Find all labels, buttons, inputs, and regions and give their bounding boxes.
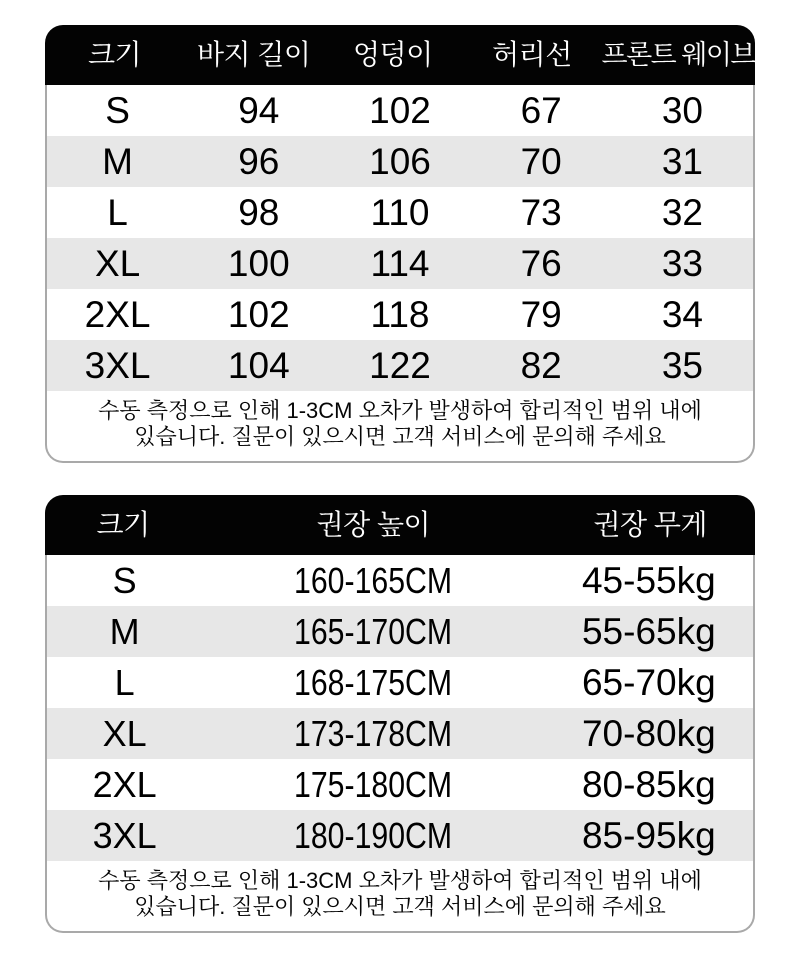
table-row	[47, 657, 753, 708]
value-cell: 114	[370, 243, 430, 284]
weight-cell: 65-70kg	[581, 662, 716, 703]
disclaimer-line-2: 있습니다. 질문이 있으시면 고객 서비스에 문의해 주세요	[134, 894, 666, 920]
size-cell: S	[105, 90, 130, 131]
height-cell: 175-180CM	[294, 763, 453, 805]
value-cell: 102	[227, 294, 290, 335]
disclaimer-line-1: 수동 측정으로 인해 1-3CM 오차가 발생하여 합리적인 범위 내에	[98, 398, 702, 423]
weight-cell: 70-80kg	[581, 713, 716, 754]
table-row	[47, 555, 753, 606]
table-row	[47, 238, 753, 289]
value-cell: 118	[370, 294, 430, 335]
table-row	[47, 340, 753, 391]
height-cell: 180-190CM	[294, 814, 453, 856]
pants-table-header-row	[45, 25, 755, 85]
value-cell: 100	[227, 243, 290, 284]
pants-table-body	[45, 85, 755, 463]
header-recommended-weight: 권장 무게	[593, 509, 707, 540]
value-cell: 67	[520, 90, 562, 131]
table-row	[47, 606, 753, 657]
pants-size-table	[45, 25, 755, 463]
value-cell: 79	[520, 294, 562, 335]
disclaimer-line-2: 있습니다. 질문이 있으시면 고객 서비스에 문의해 주세요	[134, 424, 666, 450]
size-cell: M	[109, 610, 140, 652]
table-row	[47, 187, 753, 238]
value-cell: 35	[661, 345, 703, 386]
size-cell: S	[112, 559, 137, 601]
weight-cell: 80-85kg	[581, 764, 716, 805]
table-row	[47, 708, 753, 759]
value-cell: 73	[520, 192, 562, 233]
value-cell: 102	[369, 90, 431, 131]
value-cell: 82	[520, 345, 562, 386]
size-cell: XL	[94, 243, 141, 284]
size-cell: 2XL	[92, 763, 157, 805]
value-cell: 32	[661, 192, 703, 233]
size-cell: 2XL	[84, 294, 151, 335]
height-cell: 173-178CM	[294, 712, 453, 754]
value-cell: 96	[238, 141, 280, 182]
value-cell: 70	[520, 141, 562, 182]
header-hip: 엉덩이	[352, 39, 433, 70]
size-cell: 3XL	[84, 345, 151, 386]
table-row	[47, 289, 753, 340]
header-size: 크기	[88, 39, 142, 70]
value-cell: 98	[238, 192, 280, 233]
size-cell: XL	[102, 712, 147, 754]
value-cell: 34	[661, 294, 703, 335]
value-cell: 104	[227, 345, 290, 386]
weight-cell: 85-95kg	[581, 815, 716, 856]
value-cell: 94	[238, 90, 280, 131]
weight-cell: 55-65kg	[581, 611, 716, 652]
header-front-rise: 프론트 웨이브	[601, 39, 755, 70]
value-cell: 31	[661, 141, 703, 182]
header-waistline: 허리선	[492, 39, 572, 70]
size-cell: L	[114, 661, 135, 703]
disclaimer-line-1: 수동 측정으로 인해 1-3CM 오차가 발생하여 합리적인 범위 내에	[98, 868, 702, 893]
table-row	[47, 759, 753, 810]
header-recommended-height: 권장 높이	[316, 509, 431, 540]
measurement-disclaimer	[47, 861, 753, 931]
hw-table-header-row	[45, 495, 755, 555]
table-row	[47, 136, 753, 187]
measurement-disclaimer	[47, 391, 753, 461]
height-cell: 165-170CM	[294, 610, 453, 652]
value-cell: 76	[520, 243, 562, 284]
height-cell: 160-165CM	[294, 559, 453, 601]
value-cell: 110	[370, 192, 430, 233]
header-size: 크기	[96, 509, 150, 540]
size-cell: L	[107, 192, 128, 233]
size-cell: M	[102, 141, 133, 182]
table-row	[47, 85, 753, 136]
value-cell: 30	[661, 90, 703, 131]
weight-cell: 45-55kg	[581, 560, 716, 601]
value-cell: 106	[369, 141, 431, 182]
height-weight-table	[45, 495, 755, 933]
header-pants-length: 바지 길이	[196, 39, 311, 70]
value-cell: 122	[369, 345, 431, 386]
hw-table-body	[45, 555, 755, 933]
size-cell: 3XL	[92, 814, 157, 856]
table-row	[47, 810, 753, 861]
height-cell: 168-175CM	[294, 661, 453, 703]
value-cell: 33	[661, 243, 703, 284]
